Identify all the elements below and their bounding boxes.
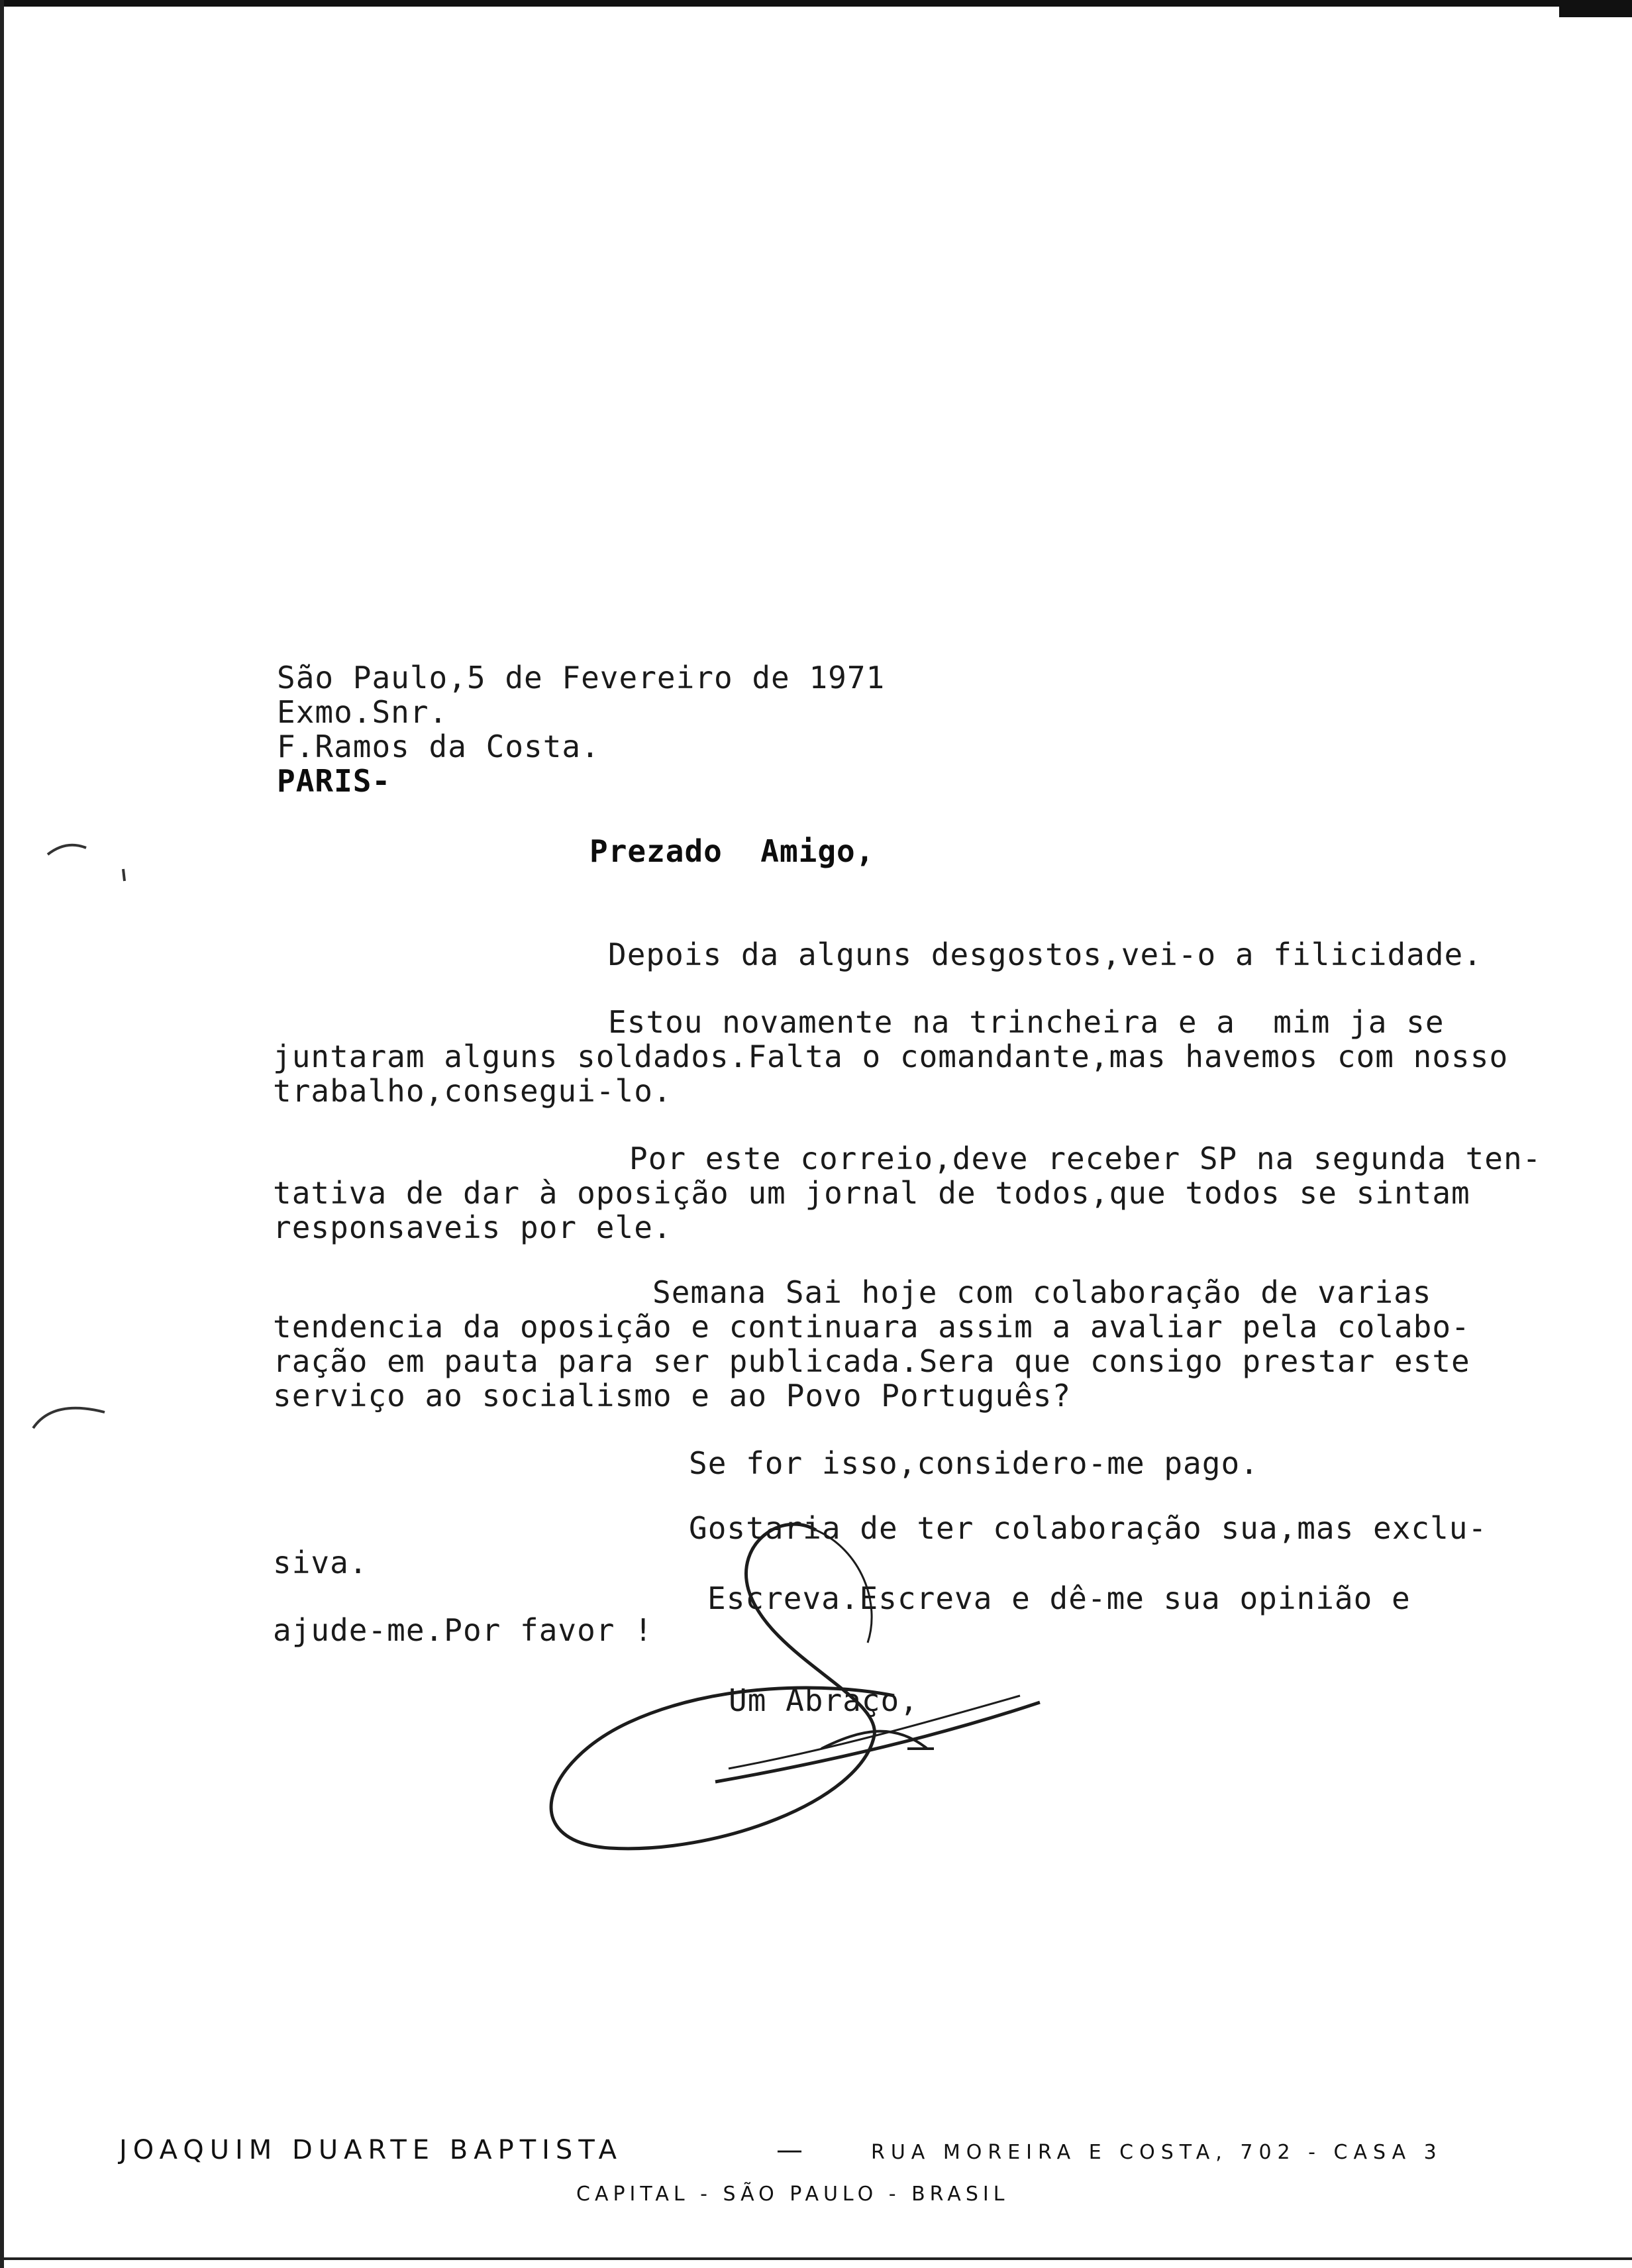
punch-hole-mark-lower xyxy=(26,1391,119,1444)
paragraph-2-line-1: Estou novamente na trincheira e a mim ja se xyxy=(608,1004,1445,1040)
paragraph-5: Se for isso,considero-me pago. xyxy=(689,1445,1259,1481)
scan-top-corner-mark xyxy=(1559,7,1632,17)
closing: Um Abraço, xyxy=(729,1682,919,1718)
place-date-line: São Paulo,5 de Fevereiro de 1971 xyxy=(277,660,886,696)
paragraph-4-line-4: serviço ao socialismo e ao Povo Português? xyxy=(273,1378,1072,1414)
letterhead-name: JOAQUIM DUARTE BAPTISTA xyxy=(119,2135,623,2165)
paragraph-2-line-3: trabalho,consegui-lo. xyxy=(273,1073,672,1109)
paragraph-1: Depois da alguns desgostos,vei-o a filicidade. xyxy=(608,937,1482,972)
recipient-title: Exmo.Snr. xyxy=(277,694,448,730)
scan-left-edge xyxy=(0,0,4,2268)
paragraph-4-line-3: ração em pauta para ser publicada.Sera que consigo prestar este xyxy=(273,1343,1470,1379)
punch-hole-mark-upper xyxy=(40,835,132,888)
scan-bottom-edge xyxy=(0,2257,1632,2260)
paragraph-3-line-1: Por este correio,deve receber SP na segunda ten- xyxy=(629,1141,1542,1176)
recipient-city: PARIS- xyxy=(277,763,391,799)
letterhead-city: CAPITAL - SÃO PAULO - BRASIL xyxy=(576,2183,1009,2206)
scan-top-edge xyxy=(0,0,1632,7)
paragraph-2-line-2: juntaram alguns soldados.Falta o comandante,mas havemos com nosso xyxy=(273,1039,1509,1074)
paragraph-3-line-2: tativa de dar à oposição um jornal de todos,que todos se sintam xyxy=(273,1175,1470,1211)
paragraph-7-line-2: ajude-me.Por favor ! xyxy=(273,1612,653,1648)
paragraph-4-line-1: Semana Sai hoje com colaboração de varias xyxy=(652,1274,1432,1310)
recipient-name: F.Ramos da Costa. xyxy=(277,729,600,764)
paragraph-6-line-1: Gostaria de ter colaboração sua,mas exclu- xyxy=(689,1510,1488,1546)
letterhead-address: RUA MOREIRA E COSTA, 702 - CASA 3 xyxy=(871,2141,1443,2164)
letterhead-separator: — xyxy=(776,2135,803,2165)
paragraph-3-line-3: responsaveis por ele. xyxy=(273,1210,672,1245)
paragraph-6-line-2: siva. xyxy=(273,1545,368,1580)
paragraph-4-line-2: tendencia da oposição e continuara assim a avaliar pela colabo- xyxy=(273,1309,1470,1345)
paragraph-7-line-1: Escreva.Escreva e dê-me sua opinião e xyxy=(707,1580,1411,1616)
greeting: Prezado Amigo, xyxy=(589,833,875,869)
